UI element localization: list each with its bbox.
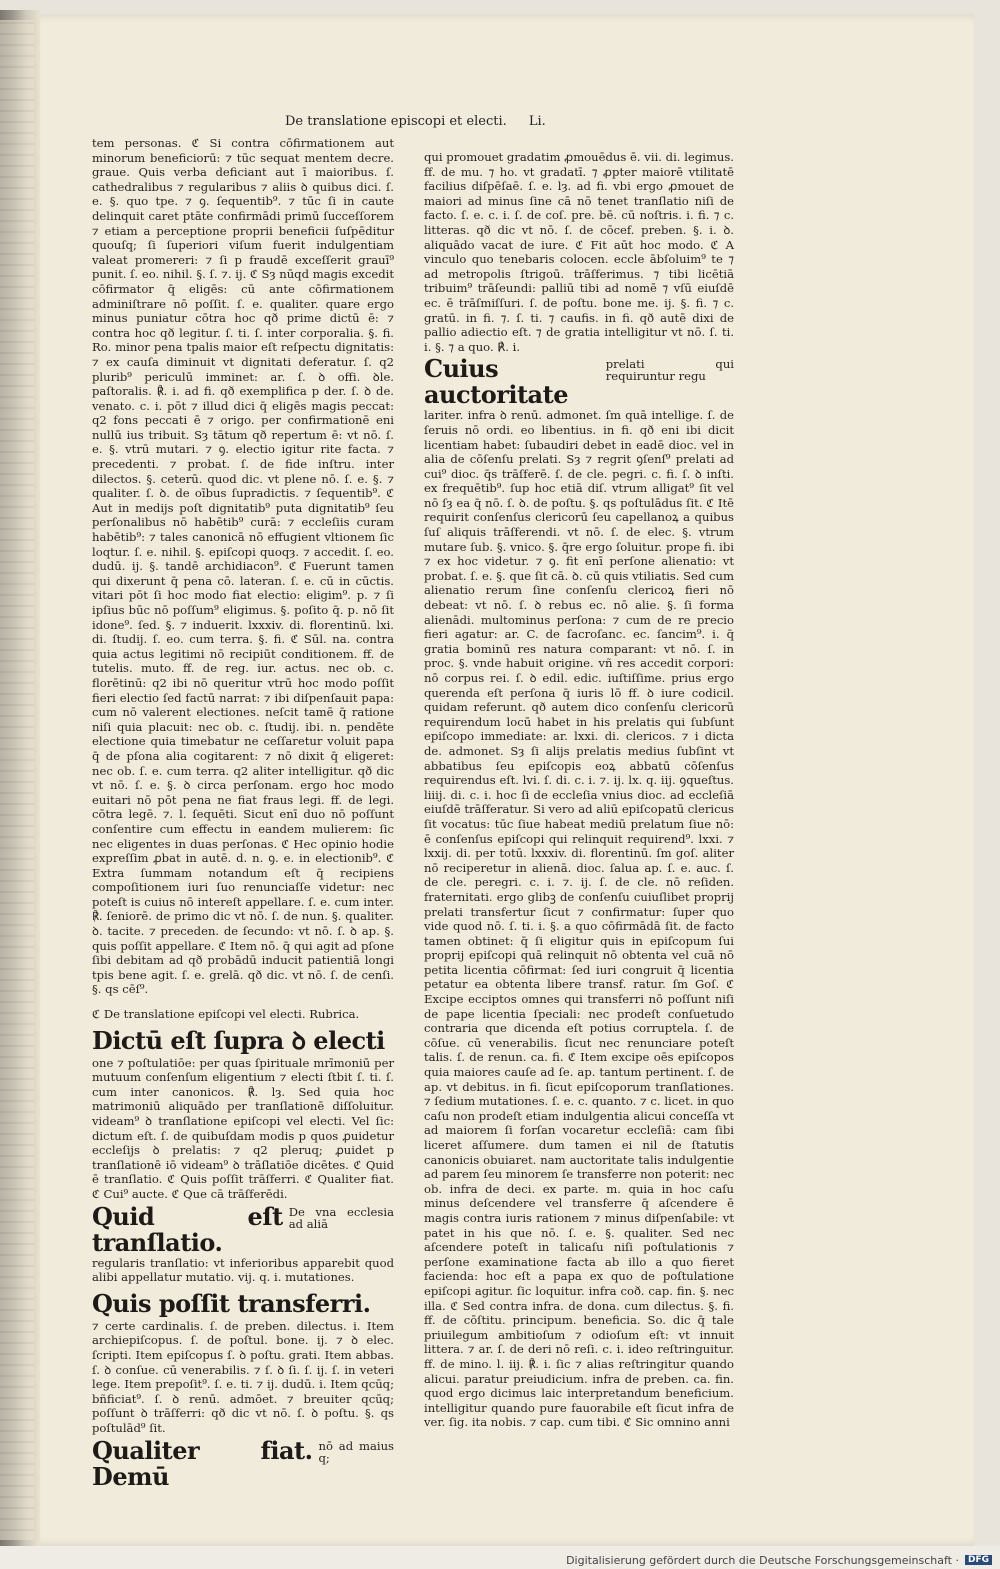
heading-quid-line <box>92 1201 394 1257</box>
heading-qualiter-trailing: nō ad maius q; <box>318 1438 394 1465</box>
heading-quis: Quis poſſit transferri. <box>92 1288 371 1318</box>
left-para-4: ⁊ certe cardinalis. ſ. de preben. dilectus. i. Item archiepiſcopus. ſ. de poſtul. bone. ij. ⁊ ꝺ elec. ſcripti. Item epiſcopus ſ. ꝺ poſtu. grati. Item abbas. ſ. ꝺ conſue. cū venerabilis. ⁊ ſ. ꝺ ſi. ſ. ij. ſ. in veteri lege. Item prepoſit⁹. ſ. e. ti. ⁊ ij. dudū. i. Item qcūq; bñficiat⁹. ſ. ꝺ renū. admōet. ⁊ breuiter qcūq; poſſunt ꝺ trāſferri: qð dic vt nō. ſ. ꝺ poſtu. §. qs poſtulād⁹ ſit. <box>92 1318 394 1435</box>
left-para-1: tem personas. ℭ Si contra cōfirmationem aut minorum beneficiorū: ⁊ tūc sequat mentem decre. graue. Quis verba deficiant aut ī maioribus. ſ. cathedralibus ⁊ regularibus ⁊ aliis ꝺ quibus dici. ſ. e. §. quo tpe. ⁊ ꝯ. ſequentib⁹. ⁊ tūc ſi in caute delinquit caret ptāte confirmādi primū ſucceſſorem ⁊ etiam a perceptione proprii beneficii ſuſpēditur quouſq; ſi ſuperiori viſum fuerit indulgentiam valeat promereri: ⁊ ſi p fraudē exceſſerit grauī⁹ punit. ſ. eo. nihil. §. ſ. ⁊. ij. ℭ Sȝ nūqd magis excedit cōfirmator q̄ eligēs: cū ante cōfirmationem adminiſtrare nō poſſit. ſ. e. qualiter. quare ergo minus puniatur cōtra hoc qð prime dictū ē: ⁊ contra hoc qð legitur. ſ. ti. ſ. inter corporalia. §. fi. Ro. minor pena tpalis maior eſt reſpectu dignitatis: ⁊ ex cauſa diminuit vt dignitati deferatur. ſ. q2 plurib⁹ periculū imminet: ar. ſ. ꝺ offi. ꝺle. paſtoralis. ℟. i. ad fi. qð exemplifica p der. ſ. ꝺ de. venato. c. i. pōt ⁊ illud dici q̄ eligēs magis peccat: q2 fons peccati ē ⁊ origo. per confirmationē eni nullū ius tribuit. Sȝ tātum qð repertum ē: vt nō. ſ. e. §. vtrū mutari. ⁊ ꝯ. electio igitur rite facta. ⁊ precedenti. ⁊ probat. ſ. de fide inſtru. inter dilectos. §. ceterū. quod dic. vt plene nō. ſ. e. §. ⁊ qualiter. ſ. ꝺ. de oībus ſupradictis. ⁊ ſequentib⁹. ℭ Aut in medijs poſt dignitatib⁹ puta dignitatib⁹ ſeu perſonalibus nō habētib⁹ curā: ⁊ eccleſiis curam habētib⁹: ⁊ tales canonicā nō effugient vltionem ſic loqtur. ſ. e. nihil. §. epiſcopi quoqȝ. ⁊ accedit. ſ. eo. dudū. ij. §. tandē archidiacon⁹. ℭ Fuerunt tamen qui dixerunt q̄ pena cō. lateran. ſ. e. cū in cūctis. vitari pōt ſi hoc modo fiat electio: eligim⁹. p. ⁊ ſi ipſius būc nō poſſum⁹ eligimus. §. poſito q̄. p. nō ſit idone⁹. ſed. §. ⁊ induerit. lxxxiv. di. florentinū. lxi. di. ſtudij. ſ. eo. cum terra. §. fi. ℭ Sūl. na. contra quia actus legitimi nō recipiūt conditionem. ff. de tutelis. muto. ff. de reg. iur. actus. nec ob. c. florētinū: q2 ibi nō queritur vtrū hoc modo poſſit fieri electio ſed factū narrat: ⁊ ibi diſpenſauit papa: cum nō valerent electiones. neſcit tamē q̄ ratione niſi quia placuit: nec ob. c. ſtudij. ibi. n. pendēte electione quia timebatur ne ceſſaretur voluit papa q̄ de pſona alia cogitarent: ⁊ nō dixit q̄ eligeret: nec ob. ſ. e. cum terra. q2 aliter intelligitur. qð dic vt nō. ſ. e. §. ꝺ circa perſonam. ergo hoc modo euitari nō pōt pena ne fiat fraus legi. ff. de legi. cōtra legē. ⁊. l. ſequēti. Sicut enī duo nō poſſunt conſentire cum effectu in eandem mulierem: ſic nec eligentes in duas perſonas. ℭ Hec opinio hodie expreſſim ꝓbat in autē. d. n. ꝯ. e. in electionib⁹. ℭ Extra ſummam notandum eſt q̄ recipiens compoſitionem iuri ſuo renunciaſſe videtur: nec poteſt is cuius nō intereſt appellare. ſ. e. cum inter. ℟. ſeniorē. de primo dic vt nō. ſ. de nun. §. qualiter. ꝺ. tacite. ⁊ preceden. de ſecundo: vt nō. ſ. ꝺ ap. §. quis poſſit appellare. ℭ Item nō. q̄ qui agit ad pſone ſibi debitam ad qð probādū inducit patientiā longi tpis bene agit. ſ. e. grelā. qð dic. vt nō. ſ. de cenſi. §. qs cēſ⁹. <box>92 136 394 997</box>
left-para-3: regularis tranſlatio: vt inferioribus apparebit quod alibi appellatur mutatio. vij. q. i. mutationes. <box>92 1255 394 1285</box>
scan-right-margin <box>974 0 1000 1569</box>
heading-cuius-trailing: prelati qui requiruntur regu <box>605 357 734 384</box>
heading-qualiter-line <box>92 1435 394 1491</box>
left-para-2: one ⁊ poſtulatiōe: per quas ſpirituale mrīmoniū per mutuum conſenſum eligentium ⁊ electi ſtbit ſ. ti. ſ. cum inter canonicos. ℟. lȝ. Sed quia hoc matrimoniū aliquādo per tranſlationē diſſoluitur. videam⁹ ꝺ tranſlatione epiſcopi vel electi. Vel ſic: dictum eſt. ſ. de quibuſdam modis p quos ꝓuidetur eccleſijs ꝺ prelatis: ⁊ q2 pleruq; ꝓuidet p tranſlationē iō videam⁹ ꝺ trāſlatiōe dicētes. ℭ Quid ē tranſlatio. ℭ Quis poſſit trāſferri. ℭ Qualiter fiat. ℭ Cui⁹ aucte. ℭ Que cā trāſferēdi. <box>92 1055 394 1201</box>
dfg-logo: DFG <box>965 1555 992 1565</box>
heading-cuius-line <box>424 356 734 408</box>
running-head <box>285 114 585 129</box>
left-column <box>92 136 394 1490</box>
right-column <box>424 150 734 1432</box>
facing-page-sliver <box>0 20 34 1540</box>
heading-quid: Quid eſt tranſlatio. <box>92 1201 283 1257</box>
right-para-1: qui promouet gradatim ꝓmouēdus ē. vii. di. legimus. ff. de mu. ⁊ ho. vt gradatī. ⁊ ꝓpter maiorē vtilitatē facilius diſpēſaē. ſ. e. lȝ. ad fi. vbi ergo ꝓmouet de maiori ad minus ſine cā nō tenet tranſlatio niſi de facto. ſ. e. c. i. ſ. de coſ. pre. bē. cū noſtris. i. fi. ⁊ c. litteras. qð dic vt nō. ſ. de cōcef. preben. §. i. ꝺ. aliquādo vacat de iure. ℭ Fit aūt hoc modo. ℭ A vinculo quo tenebaris colocen. eccle ābſoluim⁹ te ⁊ ad metropolis ſtrigoū. trāſferimus. ⁊ tibi licētiā tribuim⁹ trāſeundi: palliū tibi ad nomē ⁊ vſū eiuſdē ec. ē trāſmiſſuri. ſ. de poſtu. bone me. ij. §. fi. ⁊ c. gratū. in fi. ⁊. ſ. ti. ⁊ caufis. in fi. qð autē dixi de pallio adiectio eſt. ⁊ de gratia intelligitur vt nō. ſ. ti. i. §. ⁊ a quo. ℟. i. <box>424 150 734 354</box>
heading-quid-trailing: De vna ecclesia ad aliā <box>288 1204 394 1231</box>
heading-cuius: Cuius auctoritate <box>424 354 568 410</box>
footer-credit-text: Digitalisierung gefördert durch die Deutsche Forschungsgemeinschaft · <box>566 1553 959 1567</box>
folio-number: Li. <box>528 114 546 129</box>
heading-dictum: Dictū eſt ſupra ꝺ electi <box>92 1025 385 1055</box>
running-head-title: De translatione episcopi et electi. <box>285 114 507 129</box>
heading-qualiter: Qualiter fiat. Demū <box>92 1435 313 1491</box>
right-para-2: lariter. infra ꝺ renū. admonet. ſm quā intellige. ſ. de ſeruis nō ordi. eo libentius. in fi. qð eni ibi dicit licentiam habet: ſubaudiri debet in eadē dioc. vel in alia de cōſenſu prelati. Sȝ ⁊ regrit ꝯſenſ⁹ prelati ad cui⁹ dioc. q̄s trāſferē. ſ. de cle. pegri. c. fi. ſ. ꝺ inſti. ex frequētib⁹. ſup hoc etiā diſ. vtrum alligat⁹ ſit vel nō ſȝ ea q̄ nō. ſ. ꝺ. de poſtu. §. qs poſtulādus ſit. ℭ Itē requirit conſenſus clericorū ſeu capellanoꝝ a quibus ſuſ aliquis trāſferendi. vt nō. ſ. de elec. §. vtrum mutare ſub. §. vnico. §. q̄re ergo ſoluitur. prope fi. ibi ⁊ ex hoc videtur. ⁊ ꝯ. fit enī perſone alienatio: vt probat. ſ. e. §. que ſit cā. ꝺ. cū quis vtiliatis. Sed cum alienatio rerum ſine conſenſu clericoꝝ fieri nō debeat: vt nō. ſ. ꝺ rebus ec. nō alie. §. ſi forma alienādi. multominus perſona: ⁊ cum de re precio fieri agatur: ar. C. de ſacroſanc. ec. ſancim⁹. i. q̄ gratia bominū res natura comparant: vt nō. ſ. in proc. §. vnde habuit origine. vñ res accedit corpori: nō corpus rei. ſ. ꝺ edil. edic. iuſtiſſime. prius ergo querenda eſt perſona q̄ iuris lō ff. ꝺ iure codicil. quidam referunt. qð autem dico conſenſu clericorū requirendum locū habet in his prelatis qui ſubſunt epiſcopo immediate: ar. lxxi. di. clericos. ⁊ i dicta de. admonet. Sȝ ſi alijs prelatis medius ſubſint vt abbatibus ſeu epiſcopis eoꝝ abbatū cōſenſus requirendus eſt. lvi. ſ. di. c. i. ⁊. ij. lx. q. iij. ꝯqueſtus. liiij. di. c. i. hoc ſi de eccleſia vnius dioc. ad eccleſiā eiuſdē trāſferatur. Si vero ad aliū epiſcopatū clericus ſit vocatus: tūc ſiue habeat mediū prelatum ſiue nō: ē conſenſus epiſcopi qui relinquit requirend⁹. lxxi. ⁊ lxxij. di. per totū. lxxxiv. di. florentinū. ſm goſ. aliter nō reciperetur in alienā. dioc. ſalua ap. ſ. e. auc. ſ. de cle. peregri. c. i. ⁊. ij. ſ. de cle. nō reſiden. fraternitati. ergo glibꝫ de conſenſu cuiuſlibet proprij prelati transfertur ſicut ⁊ confirmatur: ſuper quo vide quod nō. ſ. ti. i. §. a quo cōfirmādā ſit. de facto tamen obtinet: q̄ ſi eligitur quis in epiſcopum ſui proprij epiſcopi quā relinquit nō obtenta vel cuā nō petita licentia cōfirmat: ſed iuri congruit q̄ licentia petatur ea obtenta libere transf. ratur. ſm Goſ. ℭ Excipe ecciptos omnes qui transferri nō poſſunt niſi de pape licentia ſpeciali: nec prodeſt conſuetudo contraria que dicenda eſt potius corruptela. ſ. de cōſue. cū venerabilis. ſicut nec renunciare poteſt talis. ſ. de renun. ca. fi. ℭ Item excipe oēs epiſcopos quia maiores cauſe ad ſe. ap. tantum pertinent. ſ. de ap. vt debitus. in fi. ſicut epiſcoporum tranſlationes. ⁊ ſedium mutationes. ſ. e. c. quanto. ⁊ c. licet. in quo caſu non prodeſt etiam indulgentia alicui conceſſa vt ad maiorem ſi forſan vocaretur eccleſiā: cam ſibi liceret aſſumere. dum tamen ei nil de ſtatutis canonicis obuiaret. nam auctoritate talis indulgentie ad parem ſeu minorem ſe transferre non poterit: nec ob. infra de deci. ex parte. m. quia in hoc caſu minus deſcendere vel transferre q̄ aſcendere ē magis contra iuris rationem ⁊ minus diſpenſabile: vt patet in his que nō. ſ. e. §. qualiter. Sed nec aſcendere poteſt in talicaſu niſi poſtulationis ⁊ perſone examinatione facta ab illo a quo fieret facienda: hoc eſt a papa ex quo de poſtulatione epiſcopi agitur. ſic loquitur. infra coð. cap. fin. §. nec illa. ℭ Sed contra infra. de dona. cum dilectus. §. fi. ff. de cōſtitu. principum. beneficia. So. dic q̄ tale priuilegum ambitioſum ⁊ odioſum eſt: vt innuit littera. ⁊ ar. ſ. de deri nō reſi. c. i. ideo reſtringuitur. ff. de mino. l. iij. ℟. i. ſic ⁊ alias reſtringitur quando alicui. paratur preiudicium. infra de preben. ca. fin. quod ergo dicimus laic interpretandum beneficium. intelligitur quando pure fauorabile eſt ſicut infra de ver. ſig. ita nobis. ⁊ cap. cum tibi. ℭ Sic omnino anni <box>424 408 734 1430</box>
rubric-title: ℭ De translatione epiſcopi vel electi. Rubrica. <box>92 1007 360 1022</box>
digitization-footer <box>0 1551 1000 1569</box>
scan-top-margin <box>0 0 1000 14</box>
